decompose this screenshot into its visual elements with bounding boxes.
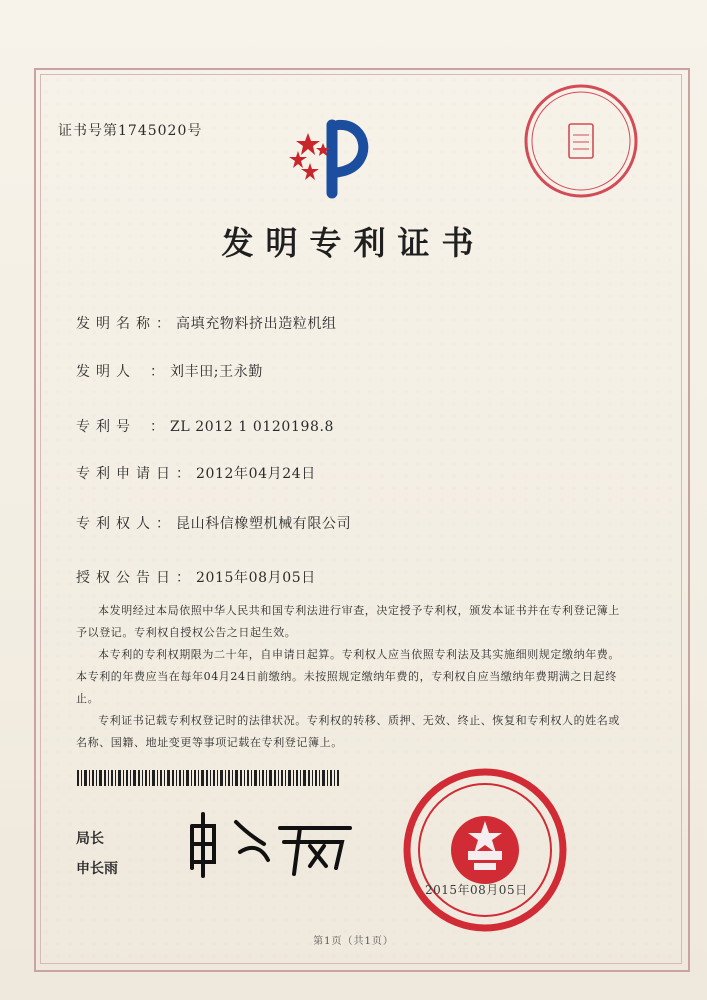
field-label: 发明人: [76, 364, 136, 380]
patent-office-seal-icon: [515, 75, 647, 207]
field-value: 2015年08月05日: [196, 570, 316, 586]
field-label: 发明名称: [76, 316, 156, 332]
field-patentee: 专利权人： 昆山科信橡塑机械有限公司: [76, 516, 352, 532]
handwritten-signature-icon: [180, 804, 360, 884]
page-title: 发明专利证书: [221, 224, 486, 262]
field-label: 授权公告日: [76, 570, 176, 586]
director-title: 局长: [76, 831, 104, 847]
field-patent-number: 专利号 ： ZL 2012 1 0120198.8: [76, 419, 335, 435]
signature-labels: [76, 824, 118, 884]
field-value: 刘丰田;王永勤: [170, 364, 263, 380]
seal-date: 2015年08月05日: [425, 883, 528, 897]
notice-paragraph-1: 本发明经过本局依照中华人民共和国专利法进行审查，决定授予专利权，颁发本证书并在专利登记簿上予以登记。专利权自授权公告之日起生效。: [76, 604, 620, 639]
notice-paragraph-2: 本专利的专利权期限为二十年，自申请日起算。专利权人应当依照专利法及其实施细则规定缴纳年费。本专利的年费应当在每年04月24日前缴纳。未按照规定缴纳年费的，专利权自应当缴纳年费期满之日起终止。: [76, 648, 620, 705]
field-application-date: 专利申请日： 2012年04月24日: [76, 466, 316, 482]
field-value: 高填充物料挤出造粒机组: [176, 316, 337, 332]
field-value: 2012年04月24日: [196, 466, 316, 482]
notice-paragraph-3: 专利证书记载专利权登记时的法律状况。专利权的转移、质押、无效、终止、恢复和专利权人的姓名或名称、国籍、地址变更等事项记载在专利登记簿上。: [76, 714, 620, 749]
field-inventor: 发明人 ： 刘丰田;王永勤: [76, 364, 263, 380]
certificate-number: 证书号第1745020号: [58, 123, 203, 139]
barcode-icon: [77, 770, 339, 786]
field-label: 专利号: [76, 419, 136, 435]
field-label: 专利申请日: [76, 466, 176, 482]
field-invention-name: 发明名称： 高填充物料挤出造粒机组: [76, 316, 337, 332]
page-footer: 第1页（共1页）: [313, 936, 394, 947]
sipo-logo-icon: [280, 115, 380, 205]
national-ip-office-seal-icon: [400, 765, 570, 935]
field-value: ZL 2012 1 0120198.8: [170, 419, 335, 435]
field-grant-date: 授权公告日： 2015年08月05日: [76, 570, 316, 586]
field-value: 昆山科信橡塑机械有限公司: [176, 516, 352, 532]
field-label: 专利权人: [76, 516, 156, 532]
director-name: 申长雨: [76, 861, 118, 877]
certificate-notice: [76, 600, 621, 754]
